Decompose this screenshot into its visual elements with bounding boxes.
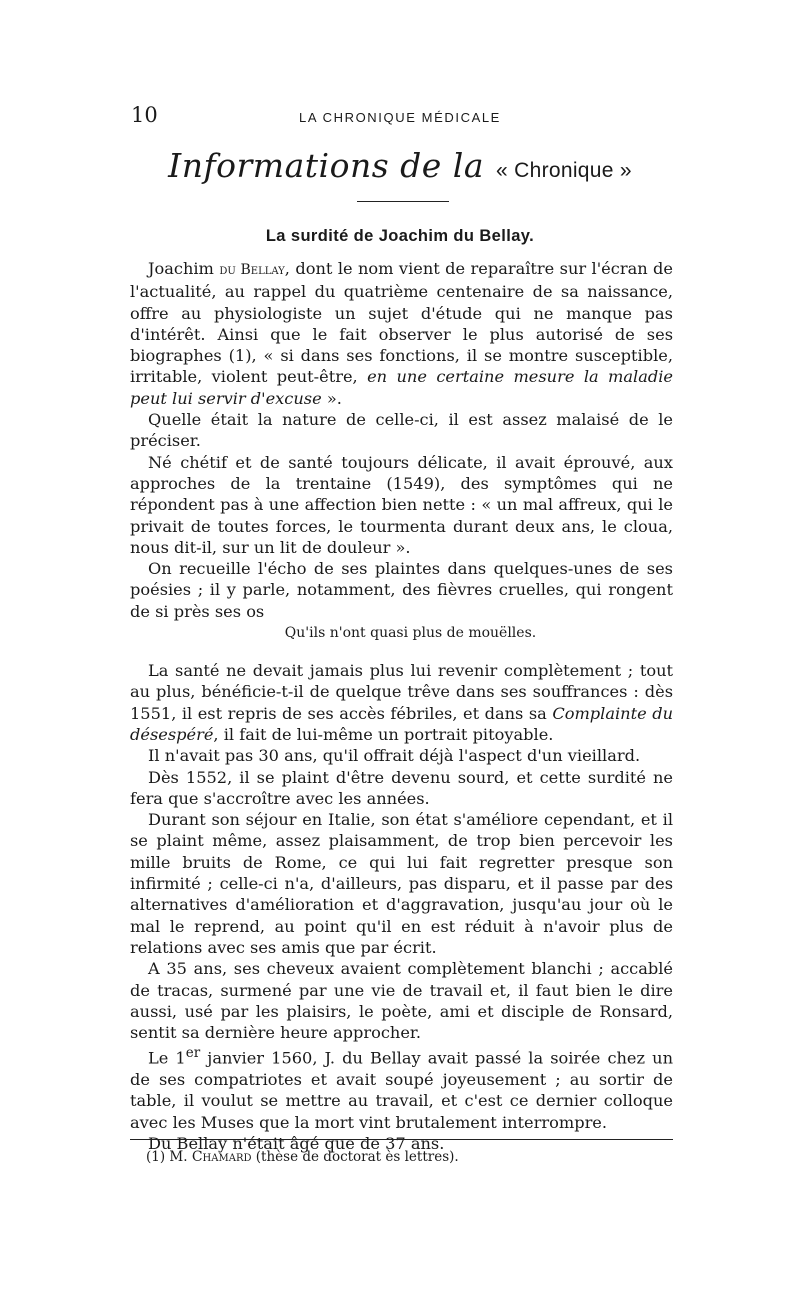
paragraph: Le 1er janvier 1560, J. du Bellay avait passé la soirée chez un de ses compatriotes et avait soupé joyeusement ; au sortir de table, il voulut se mettre au travail, et c'est ce dernier colloque avec les Muses que la mort vint brutalement interrompre. <box>130 1045 673 1132</box>
footnote: (1) M. Chamard (thèse de doctorat ès lettres). <box>146 1149 459 1165</box>
verse-quote: Qu'ils n'ont quasi plus de mouëlles. <box>284 625 537 642</box>
paragraph: La santé ne devait jamais plus lui revenir complètement ; tout au plus, bénéficie-t-il de quelque trêve dans ses souffrances : dès 1551, il est repris de ses accès fébriles, et dans sa Complainte du désespéré, il fait de lui-même un portrait pitoyable. <box>130 661 673 744</box>
paragraph: On recueille l'écho de ses plaintes dans quelques-unes de ses poésies ; il y parle, notamment, des fièvres cruelles, qui rongent de si près ses os <box>130 559 673 621</box>
article-body <box>130 258 673 1154</box>
work-title: Complainte du désespéré <box>130 703 673 744</box>
paragraph: Du Bellay n'était âgé que de 37 ans. <box>148 1133 445 1153</box>
footnote-rule <box>130 1139 673 1140</box>
page-number: 10 <box>131 103 158 127</box>
quotation: en une certaine mesure la maladie peut lui servir d'excuse <box>130 367 673 408</box>
paragraph: A 35 ans, ses cheveux avaient complètement blanchi ; accablé de tracas, surmené par une vie de travail et, il faut bien le dire aussi, usé par les plaisirs, le poète, ami et disciple de Ronsard, sentit sa dernière heure approcher. <box>130 959 673 1043</box>
paragraph: Dès 1552, il se plaint d'être devenu sourd, et cette surdité ne fera que s'accroître avec les années. <box>130 767 673 808</box>
section-title-italic: Informations de la <box>168 146 485 185</box>
paragraph: Il n'avait pas 30 ans, qu'il offrait déjà l'aspect d'un vieillard. <box>148 746 641 766</box>
title-rule <box>357 201 449 202</box>
paragraph: Durant son séjour en Italie, son état s'améliore cependant, et il se plaint même, assez plaisamment, de trop bien percevoir les mille bruits de Rome, ce qui lui fait regretter presque son infirmité ; celle-ci n'a, d'ailleurs, pas disparu, et il passe par des alternatives d'amélioration et d'aggravation, jusqu'au jour où le mal le reprend, au point qu'il en est réduit à n'avoir plus de relations avec ses amis que par écrit. <box>130 810 673 957</box>
paragraph: Né chétif et de santé toujours délicate, il avait éprouvé, aux approches de la trentaine (1549), des symptômes qui ne répondent pas à une affection bien nette : « un mal affreux, qui le privait de toutes forces, le tourmenta durant deux ans, le cloua, nous dit-il, sur un lit de douleur ». <box>130 452 673 557</box>
author-name: du Bellay <box>219 262 285 278</box>
section-title-roman: « Chronique » <box>496 159 632 182</box>
paragraph: Joachim du Bellay, dont le nom vient de reparaître sur l'écran de l'actualité, au rappel du quatrième centenaire de sa naissance, offre au physiologiste un sujet d'étude qui ne manque pas d'intérêt. Ainsi que le fait observer le plus autorisé de ses biographes (1), « si dans ses fonctions, il se montre susceptible, irritable, violent peut-être, en une certaine mesure la maladie peut lui servir d'excuse ». <box>130 259 674 408</box>
article-title: La surdité de Joachim du Bellay. <box>265 227 535 245</box>
footnote-author: Chamard <box>191 1149 252 1165</box>
ordinal-superscript: er <box>185 1045 201 1062</box>
section-title <box>0 146 800 185</box>
paragraph: Quelle était la nature de celle-ci, il est assez malaisé de le préciser. <box>130 410 673 451</box>
running-head: LA CHRONIQUE MÉDICALE <box>299 110 501 125</box>
